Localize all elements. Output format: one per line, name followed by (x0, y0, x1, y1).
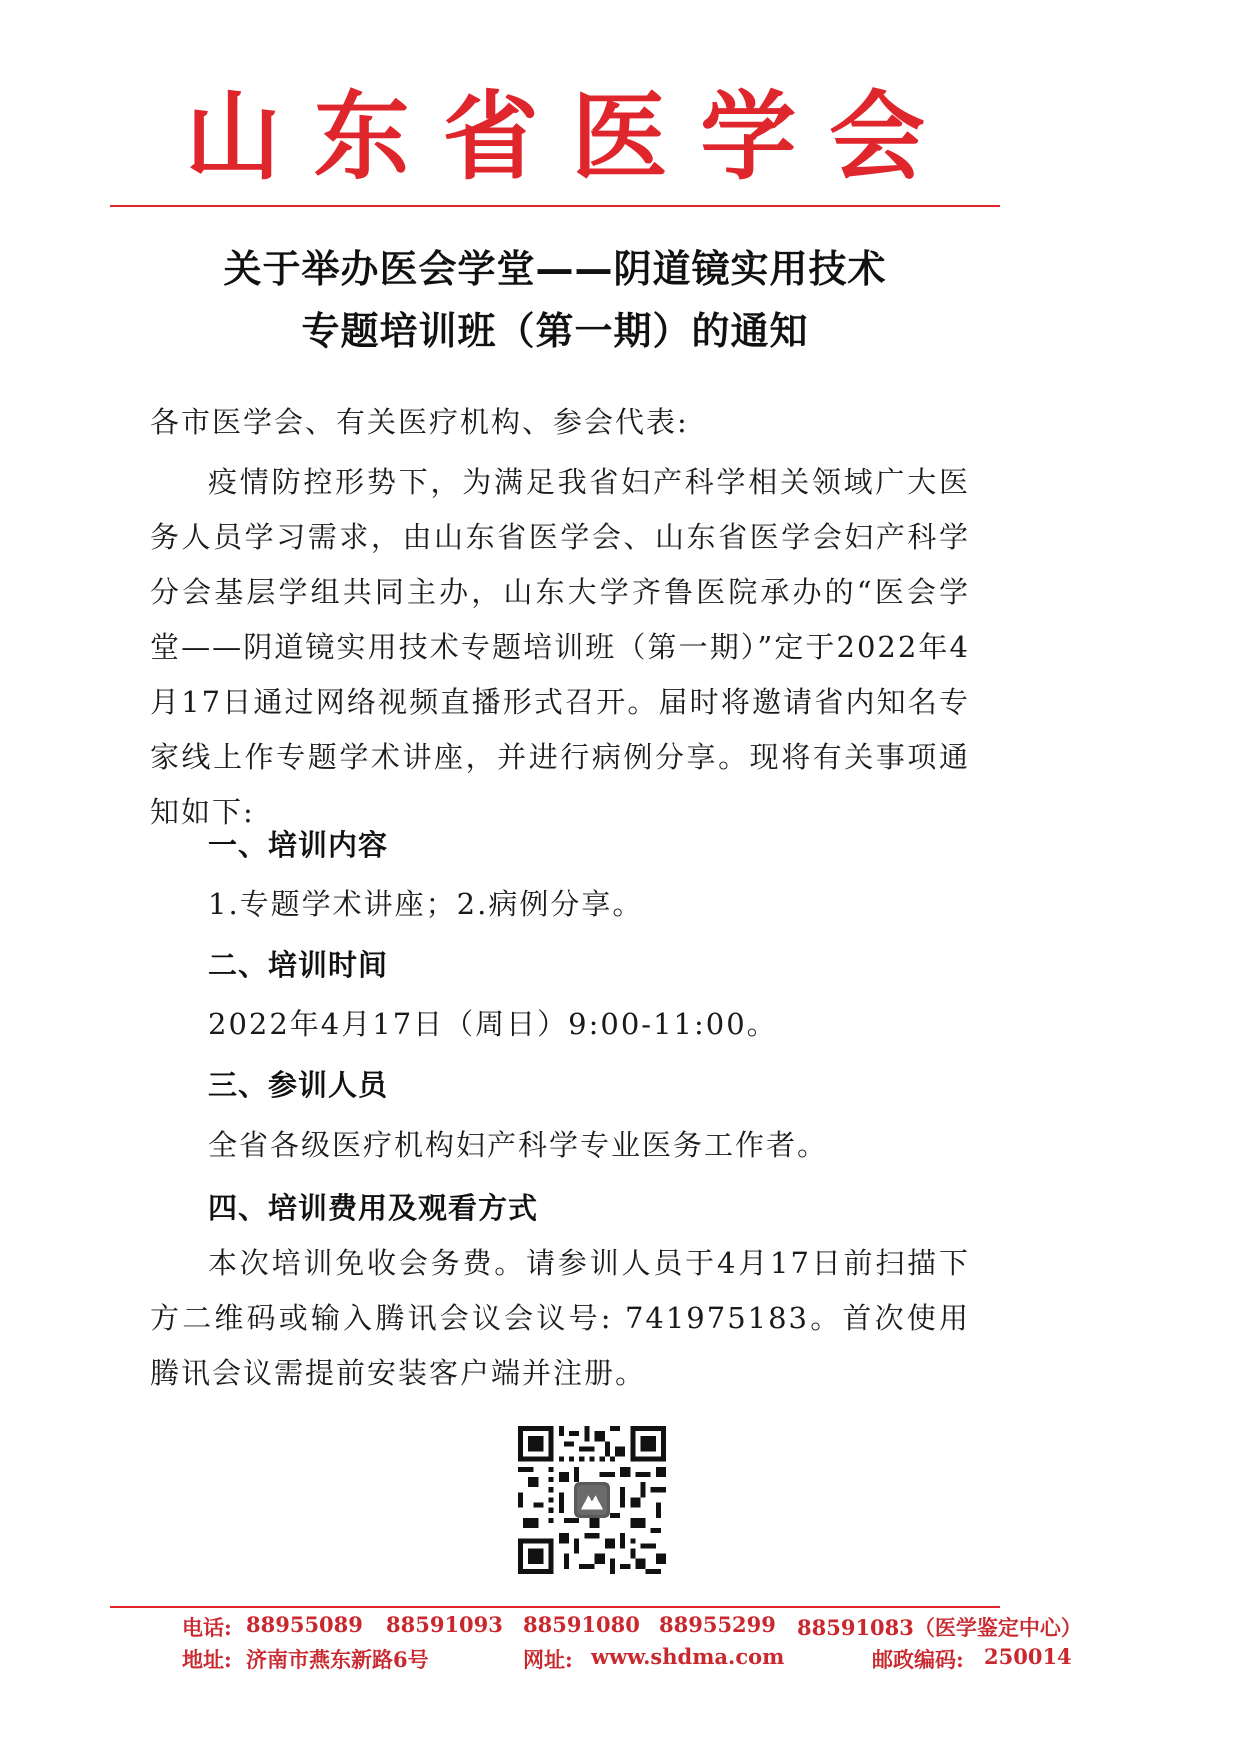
section-body-content: 1.专题学术讲座；2.病例分享。 (208, 887, 644, 921)
org-char: 省 (442, 80, 539, 193)
salutation: 各市医学会、有关医疗机构、参会代表: (150, 405, 689, 439)
org-char: 东 (313, 80, 410, 193)
footer-website[interactable]: www.shdma.com (591, 1644, 785, 1669)
footer-divider (110, 1606, 1000, 1608)
footer-postcode-label: 邮政编码: (872, 1647, 964, 1672)
org-char: 会 (828, 80, 925, 193)
qr-code-icon[interactable] (518, 1426, 666, 1574)
footer-phone-label: 电话: (182, 1615, 232, 1640)
org-char: 山 (185, 80, 281, 193)
footer-postcode: 250014 (984, 1644, 1072, 1669)
org-char: 医 (571, 80, 668, 193)
footer-phone-2: 88591093 (386, 1612, 503, 1637)
section-body-fee: 本次培训免收会务费。请参训人员于4月17日前扫描下方二维码或输入腾讯会议会议号: 741975183。首次使用腾讯会议需提前安装客户端并注册。 (150, 1246, 970, 1390)
header-divider (110, 205, 1000, 207)
org-char: 学 (700, 80, 797, 193)
footer-address-label: 地址: (182, 1647, 232, 1672)
section-heading-content: 一、培训内容 (208, 828, 389, 862)
document-title-line-2: 专题培训班（第一期）的通知 (301, 309, 809, 353)
footer-phone-1: 88955089 (246, 1612, 363, 1637)
intro-paragraph: 疫情防控形势下，为满足我省妇产科学相关领域广大医务人员学习需求，由山东省医学会、山东省医学会妇产科学分会基层学组共同主办，山东大学齐鲁医院承办的“医会学堂——阴道镜实用技术专题培训班（第一期）”定于2022年4月17日通过网络视频直播形式召开。届时将邀请省内知名专家线上作专题学术讲座，并进行病例分享。现将有关事项通知如下: (150, 465, 970, 829)
section-body-participants: 全省各级医疗机构妇产科学专业医务工作者。 (208, 1128, 829, 1162)
document-title-line-1: 关于举办医会学堂——阴道镜实用技术 (223, 247, 887, 291)
footer-address: 济南市燕东新路6号 (246, 1647, 429, 1672)
footer-phone-4: 88955299 (659, 1612, 776, 1637)
footer-phone-3: 88591080 (523, 1612, 640, 1637)
section-heading-time: 二、培训时间 (208, 948, 389, 982)
section-heading-participants: 三、参训人员 (208, 1068, 389, 1102)
organization-name (110, 82, 1000, 192)
footer-website-label: 网址: (523, 1647, 573, 1672)
section-heading-fee: 四、培训费用及观看方式 (208, 1191, 539, 1225)
footer-phone-5: 88591083（医学鉴定中心） (797, 1615, 1082, 1640)
section-body-time: 2022年4月17日（周日）9:00-11:00。 (208, 1007, 778, 1041)
